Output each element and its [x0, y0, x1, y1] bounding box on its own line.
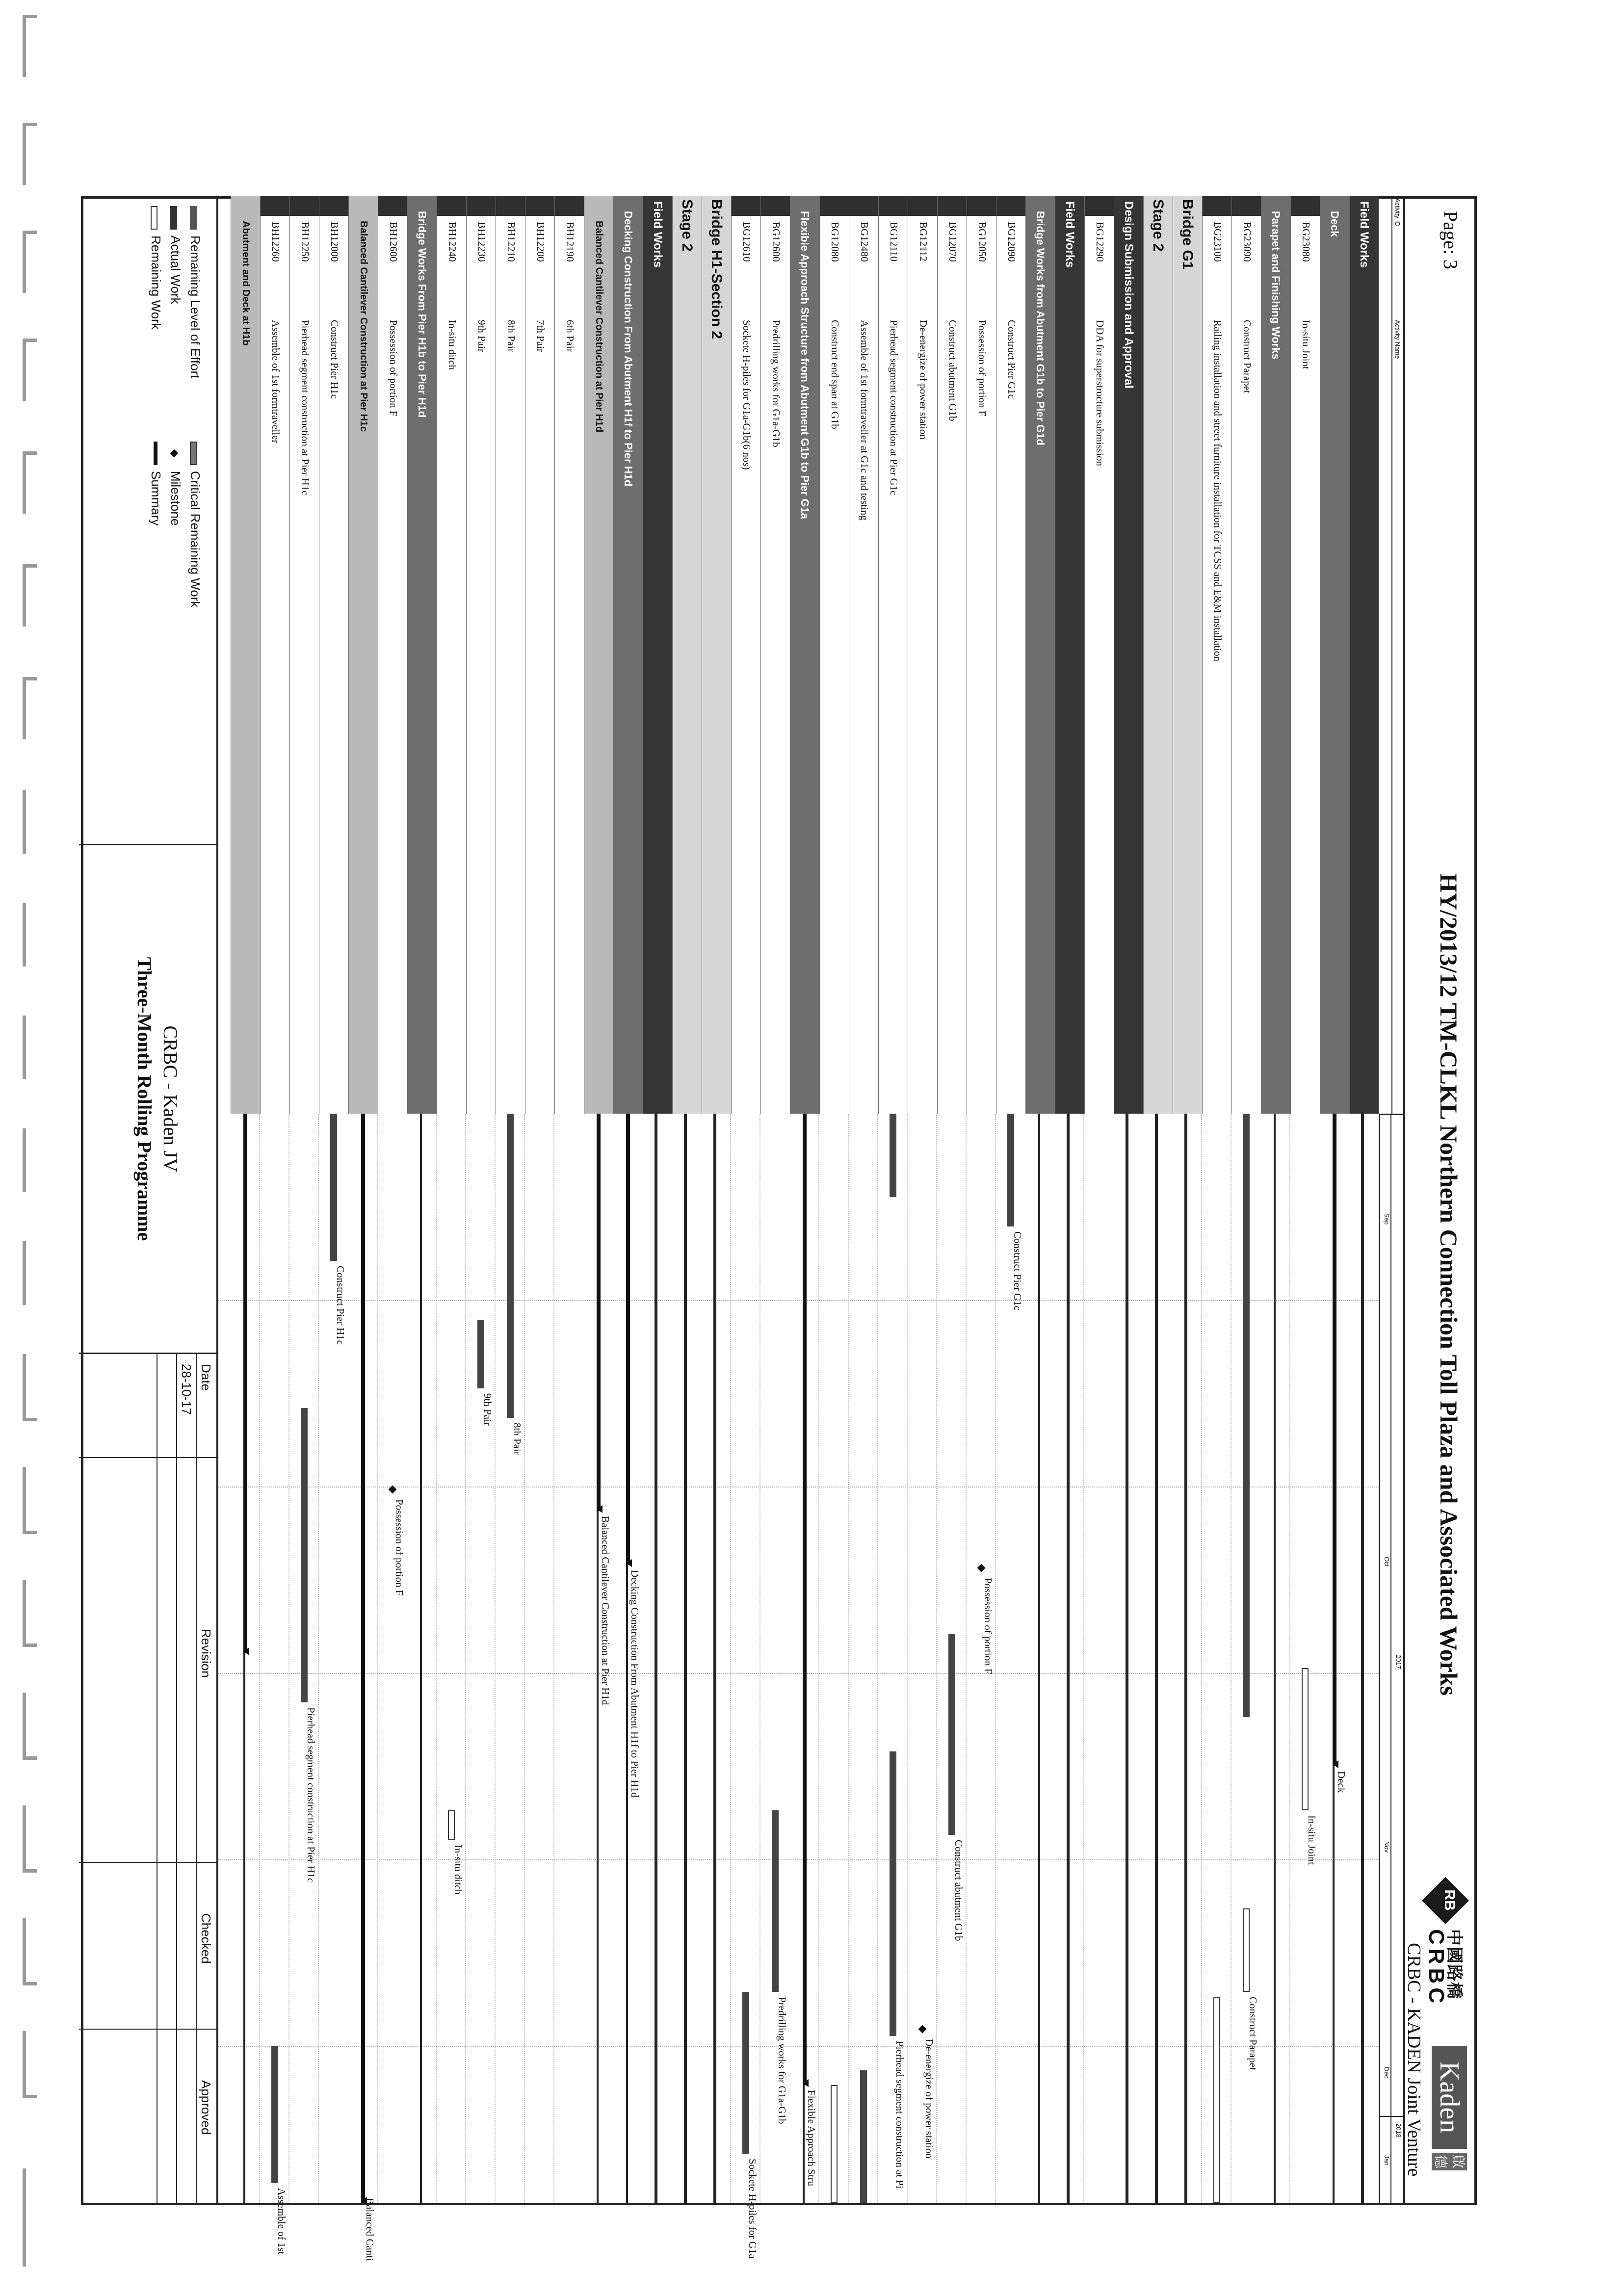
remaining-work-bar[interactable]: [448, 1810, 455, 1840]
activity-bar[interactable]: [271, 2046, 278, 2183]
grid-line: [218, 1859, 1379, 1860]
group-summary-line: [655, 1114, 657, 2203]
activity-id: BH12000: [329, 222, 341, 262]
activity-id: BH12190: [564, 222, 576, 262]
activity-name: Assemble of 1st formtraveller: [270, 320, 282, 444]
activity-row[interactable]: [967, 196, 996, 1114]
edge-mark: [23, 1354, 37, 1421]
group-summary-line: [1067, 1114, 1070, 2203]
company-logo: [1404, 1884, 1471, 2198]
milestone-icon: [918, 2025, 927, 2034]
activity-row[interactable]: [1290, 196, 1320, 1114]
edge-mark: [23, 15, 37, 77]
month-oct: Oct: [1383, 1557, 1390, 1567]
rev-date-value: 28-10-17: [179, 1364, 194, 1415]
activity-row[interactable]: [937, 196, 967, 1114]
bar-label: Decking Construction From Abutment H1f to Pier H1d: [629, 1570, 641, 1798]
group-band[interactable]: [1173, 196, 1202, 1114]
edge-mark: [23, 903, 37, 966]
activity-id: BH12230: [476, 222, 488, 262]
activity-name: Possession of portion F: [388, 320, 399, 417]
activity-row[interactable]: [819, 196, 849, 1114]
group-band-label: Deck: [1329, 211, 1341, 237]
bar-label: Possession of portion F: [982, 1578, 994, 1674]
activity-name: 8th Pair: [505, 320, 517, 352]
remaining-work-bar[interactable]: [831, 2085, 838, 2203]
legend-swatch-critical: [190, 442, 197, 465]
row-indent-gutter: [437, 196, 466, 216]
page-label: Page: 3: [1440, 211, 1462, 269]
group-band-label: Field Works: [1063, 201, 1076, 268]
summary-bar[interactable]: [243, 1114, 247, 1653]
row-indent-gutter: [732, 196, 760, 216]
group-band-label: Parapet and Finishing Works: [1270, 211, 1282, 360]
activity-row[interactable]: [1084, 196, 1114, 1114]
group-summary-line: [1155, 1114, 1158, 2203]
activity-row[interactable]: [496, 196, 525, 1114]
row-indent-gutter: [378, 196, 407, 216]
group-band-label: Field Works: [651, 201, 664, 268]
legend-critical-remaining: Critical Remaining Work: [188, 471, 203, 608]
grid-row-line: [377, 1114, 378, 2203]
activity-name: Railing installation and street furniture installation for TCSS and E&M installation: [1212, 320, 1224, 662]
activity-name: DDA for superstructure submission: [1094, 320, 1106, 467]
year-2018: 2018: [1395, 2123, 1402, 2138]
edge-mark: [23, 1693, 37, 1760]
activity-row[interactable]: [378, 196, 407, 1114]
activity-name: 6th Pair: [564, 320, 576, 352]
bar-label: Construct Parapet: [1247, 1997, 1259, 2070]
remaining-work-bar[interactable]: [1243, 1908, 1250, 1992]
edge-mark: [23, 123, 37, 185]
activity-bar[interactable]: [477, 1320, 484, 1388]
legend-summary-icon: [154, 442, 157, 465]
activity-id: BG12110: [888, 222, 900, 261]
edge-mark: [23, 1918, 37, 1985]
group-summary-line: [1038, 1114, 1040, 2203]
activity-id: BG12070: [947, 222, 959, 262]
activity-bar[interactable]: [1243, 1114, 1250, 1717]
month-jan: Jan: [1383, 2155, 1390, 2166]
grid-line: [218, 2046, 1379, 2047]
legend-milestone-icon: [170, 449, 179, 458]
group-band-label: Flexible Approach Structure from Abutment G1b to Pier G1a: [799, 211, 811, 519]
activity-id: BG12050: [976, 222, 988, 262]
bar-label: Balanced Cantilever Construction at Pier H1d: [600, 1516, 611, 1705]
month-dec: Dec: [1383, 2067, 1390, 2079]
group-summary-line: [713, 1114, 716, 2203]
activity-name: In-situ Joint: [1300, 320, 1312, 369]
row-indent-gutter: [1085, 196, 1114, 216]
bar-label: Pierhead segment construction at Pier H1c: [305, 1707, 317, 1883]
group-summary-line: [420, 1114, 422, 2203]
activity-id: BG23100: [1212, 222, 1224, 262]
activity-row[interactable]: [996, 196, 1025, 1114]
legend-swatch-loe: [190, 206, 197, 230]
group-band[interactable]: [1261, 196, 1290, 1114]
activity-id: BH12600: [388, 222, 399, 262]
activity-row[interactable]: [731, 196, 760, 1114]
grid-row-line: [730, 1114, 731, 2203]
logo-crbc: CRBC: [1424, 1929, 1448, 2008]
bar-label: Balanced Canti: [364, 2198, 376, 2261]
activity-name: Sockete H-piles for G1a-G1b(6 nos): [741, 320, 753, 470]
logo-kaden-chinese: 啟德: [1432, 2153, 1467, 2170]
row-indent-gutter: [1291, 196, 1320, 216]
row-indent-gutter: [467, 196, 496, 216]
grid-row-line: [465, 1114, 466, 2203]
row-indent-gutter: [820, 196, 849, 216]
activity-id: BG12080: [829, 222, 841, 262]
grid-row-line: [1289, 1114, 1290, 2203]
bar-label: 9th Pair: [482, 1393, 494, 1426]
group-band-label: Stage 2: [679, 199, 695, 252]
activity-bar[interactable]: [742, 1992, 749, 2154]
row-indent-gutter: [879, 196, 908, 216]
group-band[interactable]: [1143, 196, 1173, 1114]
group-band-label: Field Works: [1358, 201, 1371, 268]
edge-mark: [23, 2031, 37, 2098]
group-band[interactable]: [613, 196, 643, 1114]
rev-row-line: [196, 1354, 197, 2205]
bar-label: Deck: [1336, 1771, 1347, 1793]
activity-row[interactable]: [908, 196, 937, 1114]
row-indent-gutter: [319, 196, 348, 216]
grid-row-line: [318, 1114, 319, 2203]
grid-row-line: [966, 1114, 967, 2203]
group-band-label: Bridge G1: [1179, 199, 1196, 270]
activity-id: BH12260: [270, 222, 282, 262]
bar-label: Assemble of 1st: [276, 2188, 288, 2255]
summary-bar[interactable]: [1333, 1114, 1336, 1766]
grid-line: [218, 1300, 1379, 1301]
bar-label: In-situ ditch: [452, 1845, 464, 1895]
column-header-row: [1391, 196, 1403, 1114]
group-band[interactable]: [643, 196, 672, 1114]
activity-id: BG12610: [741, 222, 753, 262]
edge-mark: [23, 451, 37, 514]
activity-row[interactable]: [554, 196, 584, 1114]
sheet-header: [1403, 196, 1477, 2205]
rev-revision-header: Revision: [199, 1629, 213, 1678]
activity-name: 9th Pair: [476, 320, 488, 352]
bar-label: 8th Pair: [511, 1423, 523, 1455]
activity-name: Construct Parapet: [1241, 320, 1253, 393]
grid-row-line: [1083, 1114, 1084, 2203]
row-indent-gutter: [938, 196, 967, 216]
sheet-footer: [81, 196, 218, 2205]
group-band-label: Design Submission and Approval: [1122, 201, 1135, 389]
row-indent-gutter: [261, 196, 289, 216]
activity-bar[interactable]: [890, 1114, 896, 1197]
group-band[interactable]: [231, 196, 260, 1114]
group-band[interactable]: [584, 196, 613, 1114]
activity-bar[interactable]: [772, 1810, 779, 1992]
rev-checked-header: Checked: [199, 1913, 213, 1964]
group-band[interactable]: [1114, 196, 1143, 1114]
grid-row-line: [553, 1114, 554, 2203]
timeline-header-divider: [1390, 1115, 1391, 2203]
legend-milestone: Milestone: [168, 471, 183, 526]
grid-row-line: [288, 1114, 289, 2203]
edge-mark: [23, 564, 37, 626]
group-band[interactable]: [407, 196, 437, 1114]
gantt-grid: [218, 1114, 1379, 2261]
group-band-label: Abutment and Deck at H1b: [240, 221, 251, 346]
summary-bar[interactable]: [597, 1114, 601, 1511]
group-summary-line: [1126, 1114, 1128, 2203]
remaining-work-bar[interactable]: [1213, 1997, 1220, 2203]
logo-chinese-name: 中國路橋: [1444, 1929, 1464, 2000]
group-band-label: Bridge Works From Pier H1b to Pier H1d: [416, 211, 428, 418]
bar-label: De-energize of power station: [923, 2039, 935, 2159]
legend-swatch-actual: [170, 206, 177, 230]
activity-name: Construct abutment G1b: [947, 320, 959, 421]
grid-row-line: [995, 1114, 996, 2203]
rev-approved-header: Approved: [199, 2080, 213, 2135]
grid-row-line: [877, 1114, 878, 2203]
summary-bar[interactable]: [361, 1114, 365, 2203]
row-indent-gutter: [967, 196, 996, 216]
activity-id: BG12090: [1006, 222, 1018, 262]
column-header-activity-id: Activity ID: [1394, 198, 1401, 227]
bar-label: Flexible Approach Stru: [806, 2090, 817, 2186]
programme-sheet: [81, 196, 1477, 2261]
activity-bar[interactable]: [1007, 1114, 1014, 1226]
activity-id: BH12250: [299, 222, 311, 262]
legend-remaining-work: Remaining Work: [149, 235, 163, 330]
bar-label: Construct Pier G1c: [1012, 1231, 1023, 1310]
year-divider: [1379, 2116, 1403, 2117]
rev-row-line: [176, 1354, 177, 2205]
group-summary-line: [1274, 1114, 1276, 2203]
activity-row[interactable]: [878, 196, 908, 1114]
group-band[interactable]: [790, 196, 819, 1114]
legend-summary: Summary: [149, 471, 163, 526]
edge-mark: [23, 790, 37, 854]
row-indent-gutter: [761, 196, 790, 216]
bar-label: Construct Pier H1c: [335, 1266, 346, 1345]
grid-row-line: [436, 1114, 437, 2203]
year-2017: 2017: [1395, 1655, 1402, 1669]
group-band[interactable]: [1320, 196, 1349, 1114]
activity-id: BH12210: [505, 222, 517, 262]
row-indent-gutter: [290, 196, 319, 216]
edge-mark: [23, 231, 37, 293]
group-band[interactable]: [702, 196, 731, 1114]
summary-bar[interactable]: [626, 1114, 630, 1565]
group-band-label: Stage 2: [1150, 199, 1166, 252]
bar-label: Construct abutment G1b: [953, 1840, 965, 1941]
grid-line: [218, 1673, 1379, 1674]
activity-row[interactable]: [437, 196, 466, 1114]
row-indent-gutter: [908, 196, 937, 216]
activity-name: Construct end span at G1b: [829, 320, 841, 429]
edge-mark: [23, 1580, 37, 1647]
activity-name: In-situ ditch: [446, 320, 458, 370]
edge-mark: [23, 1805, 37, 1873]
activity-bar[interactable]: [948, 1634, 955, 1835]
activity-bar[interactable]: [507, 1114, 514, 1418]
group-band[interactable]: [672, 196, 702, 1114]
grid-row-line: [1201, 1114, 1202, 2203]
group-band-label: Balanced Cantilever Construction at Pier H1c: [358, 221, 369, 432]
activity-id: BG23090: [1241, 222, 1253, 262]
legend-actual-work: Actual Work: [168, 235, 183, 304]
group-summary-line: [1361, 1114, 1364, 2203]
legend-swatch-remaining: [151, 206, 157, 230]
edge-mark: [23, 677, 37, 739]
activity-row[interactable]: [260, 196, 289, 1114]
footer-title-block: [79, 844, 216, 1354]
row-indent-gutter: [1232, 196, 1261, 216]
edge-mark: [23, 339, 37, 401]
group-summary-line: [684, 1114, 687, 2203]
summary-bar[interactable]: [803, 1114, 807, 2085]
activity-row[interactable]: [289, 196, 319, 1114]
edge-mark: [23, 1467, 37, 1534]
grid-row-line: [848, 1114, 849, 2203]
group-band[interactable]: [1055, 196, 1084, 1114]
activity-id: BH12200: [535, 222, 547, 262]
grid-row-line: [907, 1114, 908, 2203]
group-summary-line: [1184, 1114, 1187, 2203]
activity-row[interactable]: [1231, 196, 1261, 1114]
activity-name: Pierhead segment construction at Pier H1c: [299, 320, 311, 496]
activity-id: BG23080: [1300, 222, 1312, 262]
activity-name: Predrilling works for G1a-G1b: [770, 320, 782, 447]
activity-name: De-energize of power station: [917, 320, 929, 440]
activity-id: BG12290: [1094, 222, 1106, 262]
activity-row[interactable]: [466, 196, 496, 1114]
month-sep: Sep: [1383, 1213, 1390, 1225]
grid-row-line: [818, 1114, 819, 2203]
grid-row-line: [259, 1114, 260, 2203]
group-band-label: Bridge H1-Section 2: [708, 199, 725, 339]
activity-id: BG12112: [917, 222, 929, 261]
bar-label: In-situ Joint: [1306, 1815, 1318, 1865]
grid-row-line: [936, 1114, 937, 2203]
group-band[interactable]: [348, 196, 378, 1114]
revision-table: [79, 1354, 216, 2205]
grid-row-line: [524, 1114, 525, 2203]
activity-row[interactable]: [1202, 196, 1231, 1114]
activity-row[interactable]: [319, 196, 348, 1114]
activity-row[interactable]: [849, 196, 878, 1114]
legend-remaining-loe: Remaining Level of Effort: [188, 235, 203, 379]
row-indent-gutter: [496, 196, 525, 216]
row-indent-gutter: [996, 196, 1025, 216]
activity-id: BH12240: [446, 222, 458, 262]
row-indent-gutter: [1203, 196, 1231, 216]
edge-mark: [23, 1241, 37, 1305]
activity-id: BG12600: [770, 222, 782, 262]
bar-label: Predrilling works for G1a-G1b: [776, 1997, 788, 2124]
row-indent-gutter: [555, 196, 584, 216]
activity-bar[interactable]: [301, 1408, 308, 1702]
logo-kaden: Kaden: [1432, 2046, 1467, 2149]
bar-label: Sockete H-piles for G1a: [747, 2159, 759, 2259]
activity-bar[interactable]: [890, 1751, 896, 2036]
activity-row[interactable]: [760, 196, 790, 1114]
rb-diamond-icon: [1422, 1877, 1469, 1924]
grid-row-line: [495, 1114, 496, 2203]
footer-programme: Three-Month Rolling Programme: [133, 957, 156, 1241]
edge-mark: [23, 1016, 37, 1079]
activity-bar[interactable]: [860, 2070, 867, 2203]
edge-mark: [23, 1128, 37, 1192]
group-band-label: Bridge Works from Abutment G1b to Pier G1d: [1034, 211, 1047, 445]
group-band-label: Decking Construction From Abutment H1f to Pier H1d: [622, 211, 634, 487]
bar-label: Possession of portion F: [393, 1499, 405, 1596]
activity-name: Possession of portion F: [976, 320, 988, 417]
group-band-label: Balanced Cantilever Construction at Pier H1d: [594, 221, 604, 433]
edge-mark: [23, 2168, 37, 2267]
column-header-activity-name: Activity Name: [1394, 320, 1401, 359]
month-nov: Nov: [1383, 1841, 1390, 1853]
bar-label: Pierhead segment construction at Pi: [894, 2041, 906, 2189]
project-title: HY/2013/12 TM-CLKL Northern Connection Toll Plaza and Associated Works: [1435, 873, 1463, 1696]
activity-name: Assemble of 1st formtraveller at G1c and testing: [859, 320, 870, 521]
group-band[interactable]: [1025, 196, 1055, 1114]
activity-name: Pierhead segment construction at Pier G1c: [888, 320, 900, 496]
row-indent-gutter: [525, 196, 554, 216]
activity-name: 7th Pair: [535, 320, 547, 352]
timeline-header: [1379, 1114, 1403, 2203]
activity-id: BG12480: [859, 222, 870, 262]
activity-bar[interactable]: [330, 1114, 337, 1261]
milestone-icon: [977, 1564, 986, 1572]
logo-rb-text: RB: [1441, 1889, 1458, 1911]
group-band[interactable]: [1349, 196, 1379, 1114]
activity-row[interactable]: [525, 196, 554, 1114]
remaining-work-bar[interactable]: [1302, 1668, 1309, 1810]
activity-name: Construct Pier G1c: [1006, 320, 1018, 399]
footer-company: CRBC - Kaden JV: [159, 1025, 182, 1173]
rev-date-header: Date: [199, 1364, 213, 1391]
row-indent-gutter: [849, 196, 878, 216]
joint-venture-name: CRBC - KADEN Joint Venture: [1404, 1943, 1424, 2177]
activity-name: Construct Pier H1c: [329, 320, 341, 399]
